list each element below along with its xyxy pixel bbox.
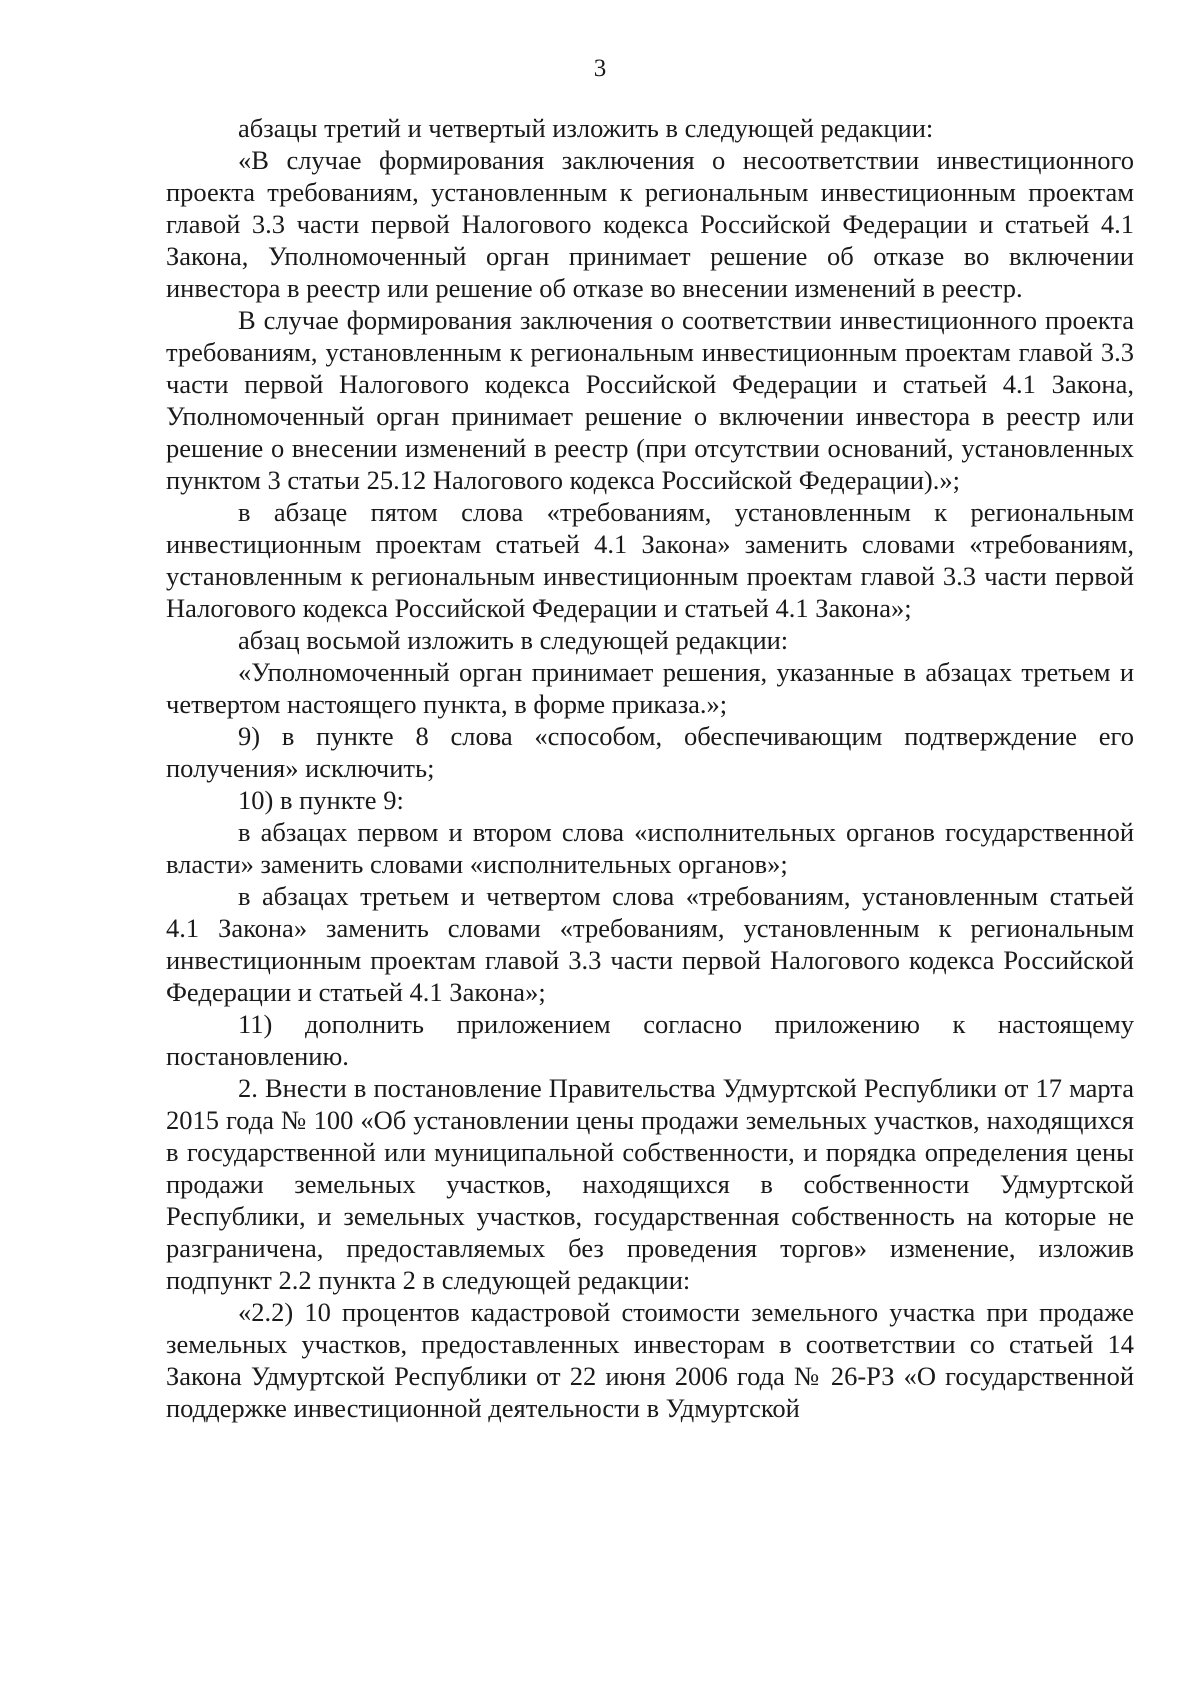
paragraph: «2.2) 10 процентов кадастровой стоимости земельного участка при продаже земельных участков, предоставленных инвесторам в соответствии со статьей 14 Закона Удмуртской Республики от 22 июня 2006 года № 26-РЗ «О государственной поддержке инвестиционной деятельности в Удмуртской xyxy=(166,1297,1134,1423)
paragraph: 11) дополнить приложением согласно приложению к настоящему постановлению. xyxy=(166,1009,1134,1071)
paragraph: «В случае формирования заключения о несоответствии инвестиционного проекта требованиям, установленным к региональным инвестиционным проектам главой 3.3 части первой Налогового кодекса Российской Федерации и статьей 4.1 Закона, Уполномоченный орган принимает решение об отказе во включении инвестора в реестр или решение об отказе во внесении изменений в реестр. xyxy=(166,145,1134,303)
paragraph: 2. Внести в постановление Правительства Удмуртской Республики от 17 марта 2015 года № 100 «Об установлении цены продажи земельных участков, находящихся в государственной или муниципальной собственности, и порядка определения цены продажи земельных участков, находящихся в собственности Удмуртской Республики, и земельных участков, государственная собственность на которые не разграничена, предоставляемых без проведения торгов» изменение, изложив подпункт 2.2 пункта 2 в следующей редакции: xyxy=(166,1073,1134,1295)
paragraph: «Уполномоченный орган принимает решения, указанные в абзацах третьем и четвертом настоящего пункта, в форме приказа.»; xyxy=(166,657,1134,719)
page-number: 3 xyxy=(593,55,607,82)
paragraph: в абзацах третьем и четвертом слова «требованиям, установленным статьей 4.1 Закона» заменить словами «требованиям, установленным к региональным инвестиционным проектам главой 3.3 части первой Налогового кодекса Российской Федерации и статьей 4.1 Закона»; xyxy=(166,881,1134,1007)
paragraph: в абзаце пятом слова «требованиям, установленным к региональным инвестиционным проектам статьей 4.1 Закона» заменить словами «требованиям, установленным к региональным инвестиционным проектам главой 3.3 части первой Налогового кодекса Российской Федерации и статьей 4.1 Закона»; xyxy=(166,497,1134,623)
paragraph: абзац восьмой изложить в следующей редакции: xyxy=(238,625,789,655)
paragraph: в абзацах первом и втором слова «исполнительных органов государственной власти» заменить словами «исполнительных органов»; xyxy=(166,817,1134,879)
paragraph: абзацы третий и четвертый изложить в следующей редакции: xyxy=(238,113,934,143)
document-body xyxy=(166,112,1134,1424)
paragraph: В случае формирования заключения о соответствии инвестиционного проекта требованиям, установленным к региональным инвестиционным проектам главой 3.3 части первой Налогового кодекса Российской Федерации и статьей 4.1 Закона, Уполномоченный орган принимает решение о включении инвестора в реестр или решение о внесении изменений в реестр (при отсутствии оснований, установленных пунктом 3 статьи 25.12 Налогового кодекса Российской Федерации).»; xyxy=(166,305,1134,495)
paragraph: 9) в пункте 8 слова «способом, обеспечивающим подтверждение его получения» исключить; xyxy=(166,721,1134,783)
paragraph: 10) в пункте 9: xyxy=(238,785,404,815)
